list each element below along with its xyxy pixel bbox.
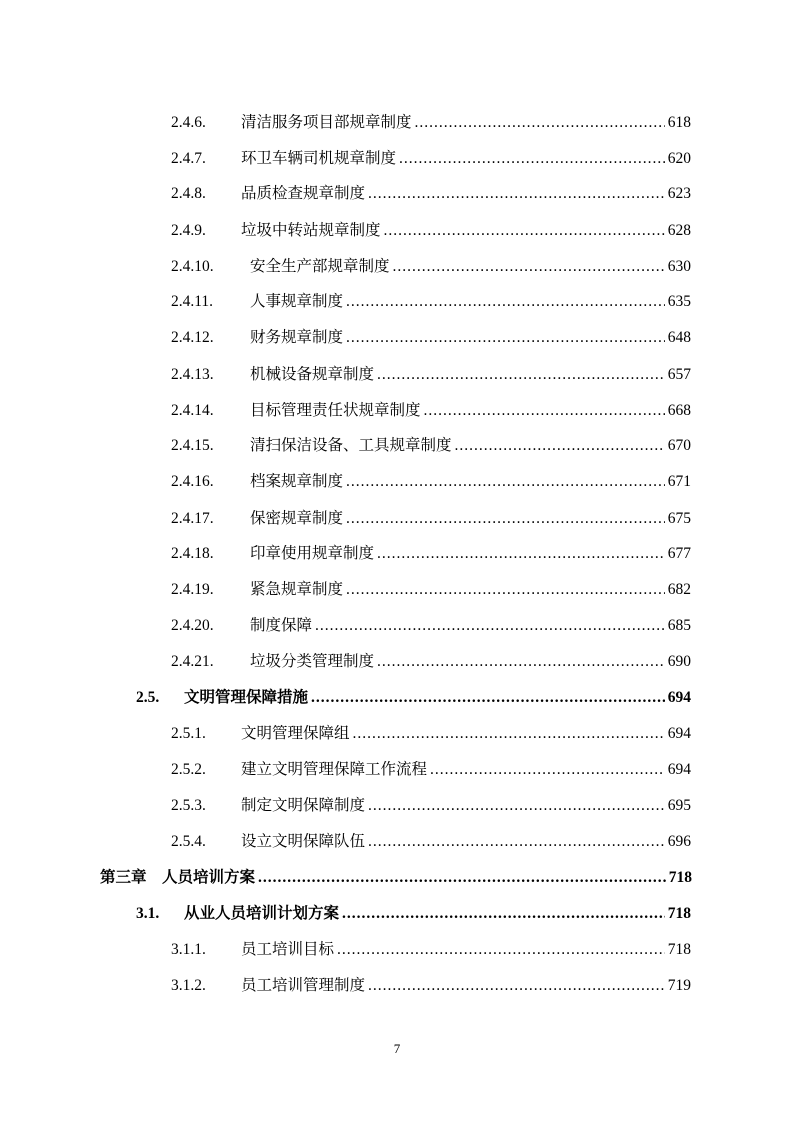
toc-entry-number: 2.5. (136, 689, 160, 706)
dot-leader (342, 902, 665, 926)
toc-entry-number: 3.1.2. (171, 977, 206, 994)
toc-entry-number: 2.4.8. (171, 185, 206, 202)
toc-entry-page: 695 (667, 797, 691, 814)
toc-entry-number: 2.4.7. (171, 150, 206, 167)
toc-entry-page: 630 (667, 258, 691, 275)
toc-entry-page: 694 (667, 689, 691, 706)
toc-entry[interactable] (171, 254, 691, 278)
toc-entry[interactable] (171, 362, 691, 386)
toc-entry[interactable] (171, 721, 691, 745)
toc-entry-number: 2.4.18. (171, 545, 214, 562)
toc-entry[interactable] (171, 577, 691, 601)
toc-entry-page: 719 (667, 977, 691, 994)
toc-entry-title: 印章使用规章制度 (250, 544, 375, 562)
toc-entry-title: 安全生产部规章制度 (250, 257, 390, 275)
toc-entry-title: 员工培训管理制度 (241, 976, 366, 994)
dot-leader (337, 938, 665, 962)
dot-leader (384, 219, 665, 243)
toc-entry-number: 2.4.12. (171, 329, 214, 346)
toc-entry-title: 垃圾中转站规章制度 (241, 221, 381, 239)
toc-entry-page: 623 (667, 185, 691, 202)
toc-entry-number: 2.4.10. (171, 258, 214, 275)
toc-entry-number: 2.5.4. (171, 833, 206, 850)
toc-entry-number: 2.5.1. (171, 725, 206, 742)
toc-entry-page: 694 (667, 761, 691, 778)
toc-entry-page: 718 (668, 869, 692, 886)
toc-entry[interactable] (171, 325, 691, 349)
toc-entry-title: 人事规章制度 (250, 292, 344, 310)
toc-entry-page: 668 (667, 402, 691, 419)
toc-entry-title: 文明管理保障组 (241, 724, 350, 742)
toc-entry[interactable] (171, 181, 691, 205)
toc-entry-title: 制定文明保障制度 (241, 796, 366, 814)
toc-entry-number: 2.4.20. (171, 617, 214, 634)
toc-entry-page: 635 (667, 293, 691, 310)
toc-entry[interactable] (171, 110, 691, 134)
toc-entry[interactable] (171, 469, 691, 493)
toc-entry[interactable] (171, 506, 691, 530)
toc-entry-title: 设立文明保障队伍 (241, 832, 366, 850)
toc-entry[interactable] (171, 289, 691, 313)
toc-entry[interactable] (171, 433, 691, 457)
toc-entry-number: 2.4.6. (171, 114, 206, 131)
toc-entry-page: 677 (667, 545, 691, 562)
toc-entry-number: 2.5.2. (171, 761, 206, 778)
toc-entry-title: 清洁服务项目部规章制度 (241, 113, 412, 131)
dot-leader (430, 758, 665, 782)
toc-entry[interactable] (171, 829, 691, 853)
toc-entry-number: 2.4.11. (171, 293, 214, 310)
toc-chapter-heading[interactable] (100, 865, 692, 889)
toc-entry-title: 垃圾分类管理制度 (250, 652, 375, 670)
dot-leader (311, 686, 665, 710)
toc-entry-title: 从业人员培训计划方案 (184, 903, 340, 922)
page-number: 7 (393, 1041, 401, 1056)
toc-entry-page: 675 (667, 510, 691, 527)
toc-entry-page: 718 (667, 941, 691, 958)
toc-entry[interactable] (171, 218, 691, 242)
toc-entry-page: 648 (667, 329, 691, 346)
dot-leader (315, 614, 665, 638)
toc-entry[interactable] (171, 541, 691, 565)
toc-entry-title: 建立文明管理保障工作流程 (241, 760, 428, 778)
toc-entry[interactable] (171, 757, 691, 781)
toc-entry-number: 3.1. (136, 905, 160, 922)
toc-entry[interactable] (171, 793, 691, 817)
dot-leader (258, 866, 666, 890)
toc-entry-title: 员工培训目标 (241, 940, 335, 958)
toc-entry-number: 2.4.14. (171, 402, 214, 419)
dot-leader (424, 399, 665, 423)
toc-entry-page: 618 (667, 114, 691, 131)
toc-entry-number: 2.4.13. (171, 366, 214, 383)
toc-entry-number: 2.4.9. (171, 222, 206, 239)
toc-entry-page: 657 (667, 366, 691, 383)
toc-entry-title: 档案规章制度 (250, 472, 344, 490)
toc-entry-page: 718 (667, 905, 691, 922)
dot-leader (353, 722, 665, 746)
toc-entry-number: 2.4.21. (171, 653, 214, 670)
toc-entry-title: 保密规章制度 (250, 509, 344, 527)
toc-entry-title: 制度保障 (250, 616, 313, 634)
dot-leader (415, 111, 665, 135)
dot-leader (368, 974, 665, 998)
toc-section-heading[interactable] (136, 685, 691, 709)
dot-leader (346, 326, 665, 350)
dot-leader (455, 434, 665, 458)
toc-entry-title: 目标管理责任状规章制度 (250, 401, 421, 419)
dot-leader (346, 578, 665, 602)
toc-entry-number: 3.1.1. (171, 941, 206, 958)
toc-entry-page: 628 (667, 222, 691, 239)
dot-leader (377, 650, 665, 674)
dot-leader (368, 830, 665, 854)
toc-entry-page: 670 (667, 437, 691, 454)
dot-leader (346, 470, 665, 494)
toc-entry-page: 696 (667, 833, 691, 850)
toc-entry-title: 财务规章制度 (250, 328, 344, 346)
dot-leader (346, 507, 665, 531)
toc-entry-page: 690 (667, 653, 691, 670)
dot-leader (368, 794, 665, 818)
toc-entry-title: 机械设备规章制度 (250, 365, 375, 383)
toc-entry[interactable] (171, 973, 691, 997)
toc-entry-title: 品质检查规章制度 (241, 184, 366, 202)
dot-leader (393, 255, 665, 279)
dot-leader (377, 363, 665, 387)
toc-entry-page: 694 (667, 725, 691, 742)
toc-entry[interactable] (171, 613, 691, 637)
dot-leader (368, 182, 665, 206)
dot-leader (377, 542, 665, 566)
toc-entry[interactable] (171, 398, 691, 422)
toc-entry-number: 2.4.16. (171, 473, 214, 490)
toc-section-heading[interactable] (136, 901, 691, 925)
toc-entry-page: 685 (667, 617, 691, 634)
toc-entry-number: 2.4.19. (171, 581, 214, 598)
toc-entry-number: 2.5.3. (171, 797, 206, 814)
toc-entry-number: 2.4.17. (171, 510, 214, 527)
toc-entry-page: 620 (667, 150, 691, 167)
toc-entry-number: 2.4.15. (171, 437, 214, 454)
toc-entry-title: 文明管理保障措施 (184, 687, 309, 706)
toc-entry-title: 紧急规章制度 (250, 580, 344, 598)
toc-entry[interactable] (171, 937, 691, 961)
toc-entry-title: 人员培训方案 (162, 867, 256, 886)
toc-entry-page: 682 (667, 581, 691, 598)
toc-entry-page: 671 (667, 473, 691, 490)
toc-entry-number: 第三章 (100, 869, 147, 886)
toc-entry-title: 清扫保洁设备、工具规章制度 (250, 436, 452, 454)
dot-leader (399, 147, 665, 171)
toc-entry[interactable] (171, 649, 691, 673)
toc-entry[interactable] (171, 146, 691, 170)
dot-leader (346, 290, 665, 314)
toc-entry-title: 环卫车辆司机规章制度 (241, 149, 397, 167)
